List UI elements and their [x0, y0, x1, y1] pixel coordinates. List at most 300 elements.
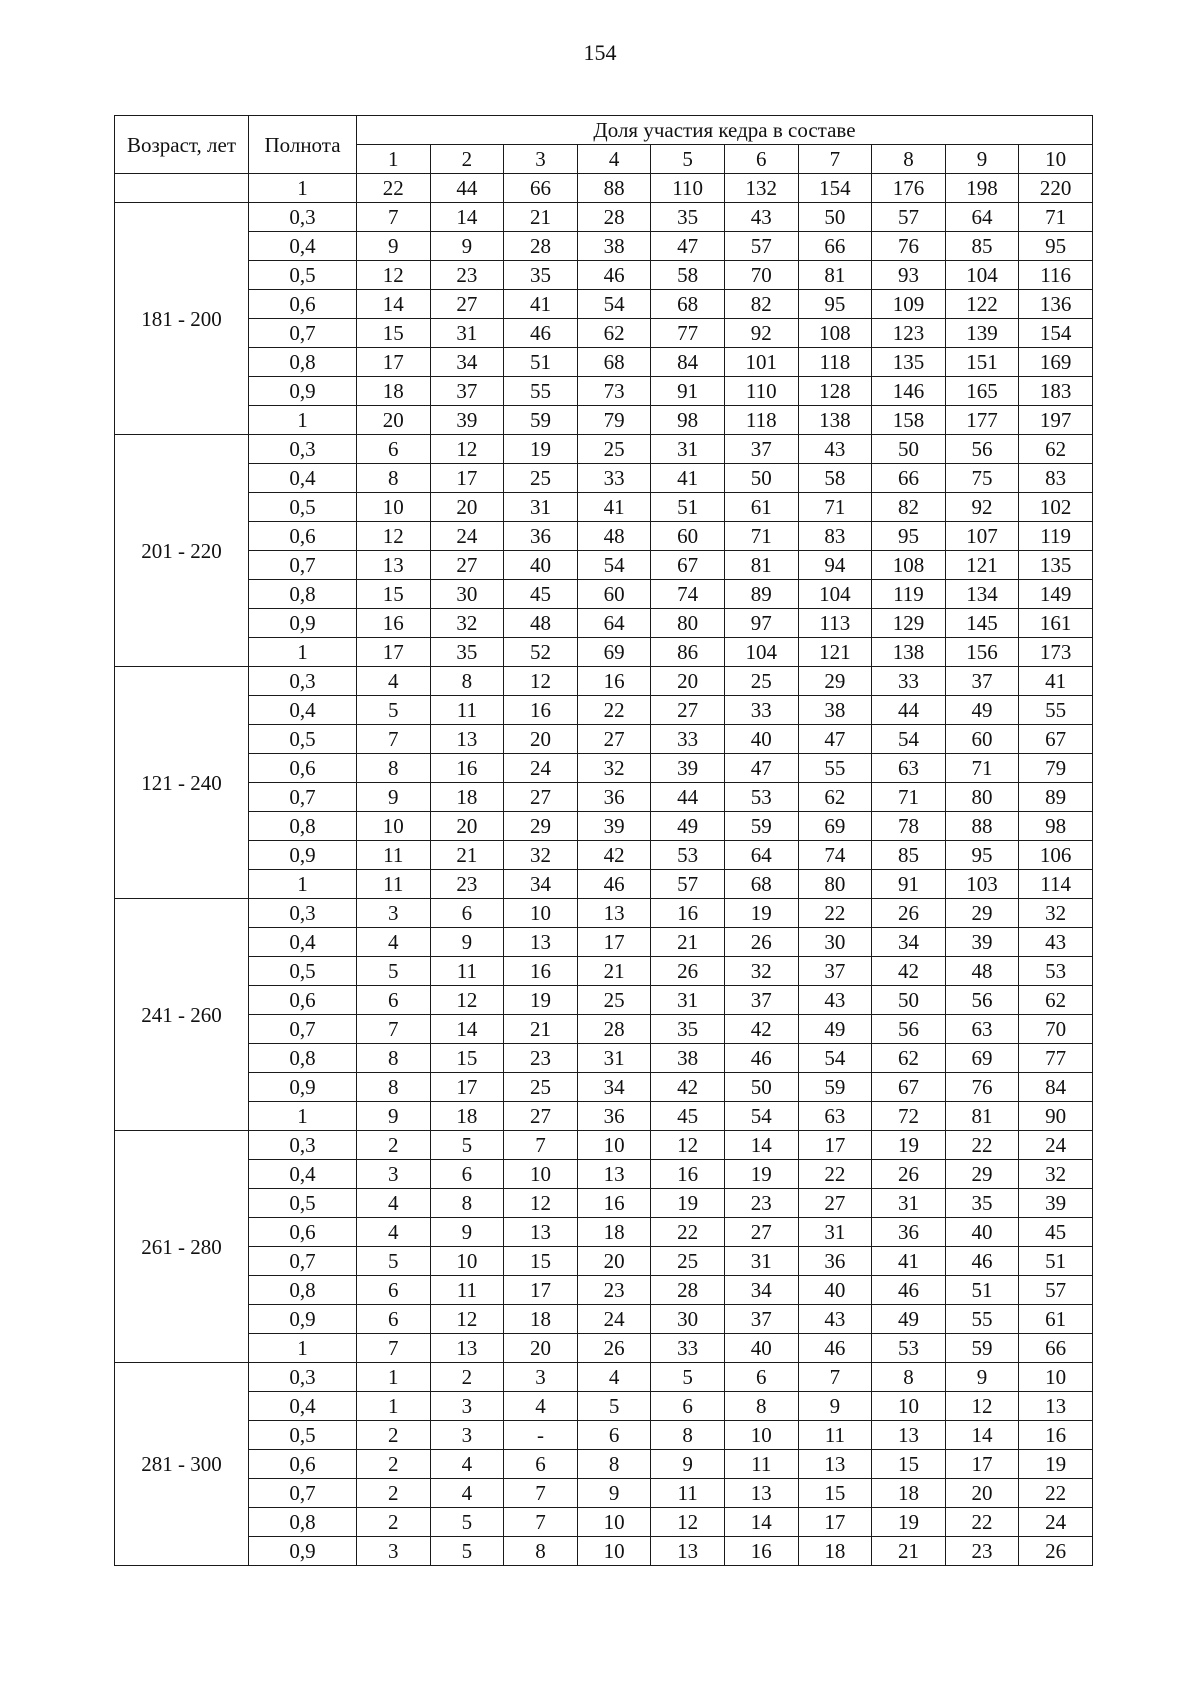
value-cell: 45 — [651, 1102, 725, 1131]
value-cell: 80 — [798, 870, 872, 899]
value-cell: 28 — [577, 1015, 651, 1044]
value-cell: 25 — [651, 1247, 725, 1276]
value-cell: 36 — [577, 1102, 651, 1131]
value-cell: 8 — [724, 1392, 798, 1421]
value-cell: 43 — [798, 435, 872, 464]
value-cell: 67 — [651, 551, 725, 580]
value-cell: 40 — [798, 1276, 872, 1305]
value-cell: 84 — [1019, 1073, 1093, 1102]
value-cell: 4 — [357, 1218, 431, 1247]
value-cell: 22 — [357, 174, 431, 203]
value-cell: 78 — [872, 812, 946, 841]
value-cell: 16 — [651, 899, 725, 928]
share-group-header: Доля участия кедра в составе — [357, 116, 1093, 145]
density-cell: 0,6 — [249, 1450, 357, 1479]
value-cell: 20 — [504, 725, 578, 754]
value-cell: 30 — [651, 1305, 725, 1334]
density-cell: 0,5 — [249, 493, 357, 522]
value-cell: 93 — [872, 261, 946, 290]
value-cell: 6 — [357, 1276, 431, 1305]
value-cell: 15 — [430, 1044, 504, 1073]
table-row — [115, 580, 1093, 609]
density-cell: 0,4 — [249, 464, 357, 493]
value-cell: 34 — [430, 348, 504, 377]
value-cell: 73 — [577, 377, 651, 406]
value-cell: 9 — [430, 232, 504, 261]
density-cell: 0,5 — [249, 1189, 357, 1218]
value-cell: 25 — [724, 667, 798, 696]
value-cell: 8 — [357, 464, 431, 493]
value-cell: 19 — [504, 435, 578, 464]
value-cell: 54 — [798, 1044, 872, 1073]
value-cell: 98 — [1019, 812, 1093, 841]
value-cell: 59 — [945, 1334, 1019, 1363]
value-cell: 97 — [724, 609, 798, 638]
density-cell: 0,4 — [249, 928, 357, 957]
value-cell: 50 — [724, 1073, 798, 1102]
value-cell: 145 — [945, 609, 1019, 638]
value-cell: 66 — [504, 174, 578, 203]
value-cell: 52 — [504, 638, 578, 667]
value-cell: 107 — [945, 522, 1019, 551]
value-cell: 69 — [945, 1044, 1019, 1073]
density-cell: 0,6 — [249, 522, 357, 551]
value-cell: 69 — [798, 812, 872, 841]
value-cell: 44 — [651, 783, 725, 812]
density-cell: 0,3 — [249, 1363, 357, 1392]
density-cell: 0,4 — [249, 696, 357, 725]
value-cell: 134 — [945, 580, 1019, 609]
value-cell: 11 — [357, 841, 431, 870]
value-cell: 88 — [945, 812, 1019, 841]
value-cell: 56 — [872, 1015, 946, 1044]
table-row — [115, 1537, 1093, 1566]
value-cell: 7 — [504, 1131, 578, 1160]
value-cell: 91 — [872, 870, 946, 899]
value-cell: 16 — [430, 754, 504, 783]
table-row — [115, 696, 1093, 725]
value-cell: 22 — [1019, 1479, 1093, 1508]
value-cell: 62 — [798, 783, 872, 812]
density-cell: 0,3 — [249, 203, 357, 232]
value-cell: 41 — [651, 464, 725, 493]
value-cell: 51 — [945, 1276, 1019, 1305]
value-cell: 42 — [724, 1015, 798, 1044]
table-row — [115, 464, 1093, 493]
value-cell: 158 — [872, 406, 946, 435]
density-cell: 0,9 — [249, 1305, 357, 1334]
value-cell: 9 — [798, 1392, 872, 1421]
value-cell: 47 — [651, 232, 725, 261]
value-cell: 60 — [945, 725, 1019, 754]
value-cell: 43 — [798, 986, 872, 1015]
value-cell: 27 — [724, 1218, 798, 1247]
value-cell: 106 — [1019, 841, 1093, 870]
value-cell: 4 — [357, 1189, 431, 1218]
value-cell: 7 — [357, 203, 431, 232]
value-cell: 55 — [504, 377, 578, 406]
density-cell: 0,7 — [249, 1479, 357, 1508]
value-cell: 90 — [1019, 1102, 1093, 1131]
value-cell: 31 — [430, 319, 504, 348]
value-cell: 35 — [651, 203, 725, 232]
value-cell: 57 — [872, 203, 946, 232]
value-cell: 85 — [872, 841, 946, 870]
value-cell: 55 — [1019, 696, 1093, 725]
value-cell: 18 — [577, 1218, 651, 1247]
value-cell: 37 — [724, 986, 798, 1015]
value-cell: 46 — [872, 1276, 946, 1305]
value-cell: 50 — [872, 435, 946, 464]
value-cell: 23 — [577, 1276, 651, 1305]
value-cell: 23 — [724, 1189, 798, 1218]
value-cell: 64 — [577, 609, 651, 638]
density-cell: 0,5 — [249, 725, 357, 754]
value-cell: 56 — [945, 986, 1019, 1015]
value-cell: 15 — [357, 319, 431, 348]
density-cell: 0,6 — [249, 754, 357, 783]
value-cell: 13 — [798, 1450, 872, 1479]
value-cell: 4 — [430, 1479, 504, 1508]
value-cell: 6 — [430, 899, 504, 928]
value-cell: 45 — [1019, 1218, 1093, 1247]
value-cell: 154 — [1019, 319, 1093, 348]
value-cell: 12 — [357, 522, 431, 551]
value-cell: 17 — [798, 1131, 872, 1160]
value-cell: 21 — [651, 928, 725, 957]
value-cell: 64 — [724, 841, 798, 870]
density-cell: 0,8 — [249, 580, 357, 609]
value-cell: 11 — [798, 1421, 872, 1450]
value-cell: 12 — [945, 1392, 1019, 1421]
value-cell: 12 — [651, 1131, 725, 1160]
value-cell: 20 — [430, 812, 504, 841]
density-cell: 0,9 — [249, 377, 357, 406]
value-cell: 10 — [430, 1247, 504, 1276]
table-row — [115, 1160, 1093, 1189]
table-row — [115, 290, 1093, 319]
table-row — [115, 435, 1093, 464]
value-cell: 31 — [504, 493, 578, 522]
value-cell: 62 — [1019, 435, 1093, 464]
value-cell: 28 — [504, 232, 578, 261]
value-cell: 37 — [724, 1305, 798, 1334]
value-cell: 28 — [577, 203, 651, 232]
age-range-cell: 281 - 300 — [115, 1363, 249, 1566]
cedar-share-table — [114, 115, 1093, 1566]
value-cell: 2 — [357, 1479, 431, 1508]
value-cell: 151 — [945, 348, 1019, 377]
value-cell: 24 — [430, 522, 504, 551]
value-cell: 22 — [798, 1160, 872, 1189]
value-cell: 16 — [504, 957, 578, 986]
density-cell: 0,6 — [249, 1218, 357, 1247]
value-cell: 51 — [651, 493, 725, 522]
value-cell: 7 — [357, 1334, 431, 1363]
value-cell: 22 — [945, 1131, 1019, 1160]
density-cell: 0,7 — [249, 1015, 357, 1044]
value-cell: 26 — [577, 1334, 651, 1363]
density-cell: 0,6 — [249, 986, 357, 1015]
density-cell: 1 — [249, 1102, 357, 1131]
value-cell: 11 — [430, 1276, 504, 1305]
table-row — [115, 1334, 1093, 1363]
value-cell: 13 — [872, 1421, 946, 1450]
value-cell: 68 — [651, 290, 725, 319]
share-column-header: 4 — [577, 145, 651, 174]
value-cell: 22 — [577, 696, 651, 725]
value-cell: 135 — [872, 348, 946, 377]
value-cell: 9 — [430, 1218, 504, 1247]
value-cell: 71 — [872, 783, 946, 812]
value-cell: 139 — [945, 319, 1019, 348]
value-cell: 83 — [798, 522, 872, 551]
value-cell: 4 — [577, 1363, 651, 1392]
value-cell: 10 — [504, 1160, 578, 1189]
value-cell: 6 — [504, 1450, 578, 1479]
value-cell: 27 — [504, 783, 578, 812]
value-cell: 72 — [872, 1102, 946, 1131]
value-cell: 32 — [430, 609, 504, 638]
value-cell: 12 — [357, 261, 431, 290]
value-cell: 92 — [945, 493, 1019, 522]
table-row — [115, 406, 1093, 435]
value-cell: 34 — [577, 1073, 651, 1102]
value-cell: 13 — [504, 928, 578, 957]
value-cell: 13 — [1019, 1392, 1093, 1421]
density-cell: 0,4 — [249, 1392, 357, 1421]
value-cell: 51 — [504, 348, 578, 377]
value-cell: 122 — [945, 290, 1019, 319]
table-row — [115, 1363, 1093, 1392]
value-cell: 66 — [1019, 1334, 1093, 1363]
value-cell: 19 — [1019, 1450, 1093, 1479]
value-cell: 95 — [872, 522, 946, 551]
table-row — [115, 1247, 1093, 1276]
value-cell: 66 — [798, 232, 872, 261]
value-cell: 101 — [724, 348, 798, 377]
value-cell: 10 — [872, 1392, 946, 1421]
value-cell: 32 — [504, 841, 578, 870]
value-cell: 104 — [724, 638, 798, 667]
value-cell: 13 — [651, 1537, 725, 1566]
value-cell: 53 — [1019, 957, 1093, 986]
value-cell: 5 — [357, 1247, 431, 1276]
value-cell: 7 — [504, 1479, 578, 1508]
value-cell: 95 — [945, 841, 1019, 870]
value-cell: 30 — [430, 580, 504, 609]
value-cell: 50 — [798, 203, 872, 232]
value-cell: 56 — [945, 435, 1019, 464]
value-cell: 4 — [504, 1392, 578, 1421]
value-cell: 20 — [357, 406, 431, 435]
value-cell: 21 — [430, 841, 504, 870]
value-cell: 32 — [577, 754, 651, 783]
value-cell: 5 — [430, 1537, 504, 1566]
value-cell: 220 — [1019, 174, 1093, 203]
value-cell: 50 — [724, 464, 798, 493]
value-cell: 71 — [798, 493, 872, 522]
value-cell: 16 — [577, 1189, 651, 1218]
value-cell: 103 — [945, 870, 1019, 899]
value-cell: 31 — [724, 1247, 798, 1276]
value-cell: 32 — [1019, 899, 1093, 928]
table-row — [115, 986, 1093, 1015]
age-range-cell: 241 - 260 — [115, 899, 249, 1131]
value-cell: 121 — [945, 551, 1019, 580]
value-cell: 31 — [651, 986, 725, 1015]
value-cell: 46 — [504, 319, 578, 348]
value-cell: 12 — [504, 667, 578, 696]
value-cell: 19 — [724, 899, 798, 928]
value-cell: 70 — [724, 261, 798, 290]
value-cell: 6 — [357, 986, 431, 1015]
value-cell: 79 — [1019, 754, 1093, 783]
table-header — [115, 116, 1093, 174]
value-cell: 197 — [1019, 406, 1093, 435]
value-cell: 27 — [577, 725, 651, 754]
value-cell: 34 — [724, 1276, 798, 1305]
value-cell: 5 — [357, 957, 431, 986]
value-cell: 5 — [430, 1131, 504, 1160]
value-cell: 19 — [504, 986, 578, 1015]
value-cell: 113 — [798, 609, 872, 638]
value-cell: 51 — [1019, 1247, 1093, 1276]
value-cell: 2 — [430, 1363, 504, 1392]
value-cell: 136 — [1019, 290, 1093, 319]
value-cell: 12 — [504, 1189, 578, 1218]
value-cell: 4 — [357, 667, 431, 696]
table-body — [115, 174, 1093, 1566]
table-row — [115, 1102, 1093, 1131]
value-cell: 12 — [430, 435, 504, 464]
table-row — [115, 232, 1093, 261]
value-cell: 13 — [577, 899, 651, 928]
value-cell: 35 — [651, 1015, 725, 1044]
table-row — [115, 1508, 1093, 1537]
table-row — [115, 377, 1093, 406]
value-cell: 40 — [945, 1218, 1019, 1247]
value-cell: 23 — [504, 1044, 578, 1073]
value-cell: 68 — [577, 348, 651, 377]
value-cell: 3 — [430, 1421, 504, 1450]
value-cell: 146 — [872, 377, 946, 406]
value-cell: 8 — [357, 1073, 431, 1102]
value-cell: 25 — [504, 464, 578, 493]
value-cell: 24 — [1019, 1508, 1093, 1537]
value-cell: 46 — [577, 870, 651, 899]
value-cell: 17 — [357, 638, 431, 667]
value-cell: 7 — [357, 1015, 431, 1044]
value-cell: 8 — [430, 1189, 504, 1218]
value-cell: 62 — [1019, 986, 1093, 1015]
value-cell: 8 — [504, 1537, 578, 1566]
table-row — [115, 1421, 1093, 1450]
value-cell: 36 — [504, 522, 578, 551]
value-cell: 21 — [577, 957, 651, 986]
value-cell: 9 — [945, 1363, 1019, 1392]
value-cell: 161 — [1019, 609, 1093, 638]
table-row — [115, 667, 1093, 696]
value-cell: 26 — [872, 1160, 946, 1189]
value-cell: 44 — [430, 174, 504, 203]
value-cell: 15 — [872, 1450, 946, 1479]
value-cell: 26 — [872, 899, 946, 928]
value-cell: 43 — [798, 1305, 872, 1334]
value-cell: 3 — [430, 1392, 504, 1421]
value-cell: 36 — [798, 1247, 872, 1276]
value-cell: 35 — [430, 638, 504, 667]
value-cell: 77 — [1019, 1044, 1093, 1073]
value-cell: 138 — [798, 406, 872, 435]
value-cell: 54 — [577, 551, 651, 580]
value-cell: 47 — [724, 754, 798, 783]
value-cell: 91 — [651, 377, 725, 406]
density-cell: 0,5 — [249, 261, 357, 290]
value-cell: 39 — [651, 754, 725, 783]
value-cell: 71 — [724, 522, 798, 551]
value-cell: 14 — [945, 1421, 1019, 1450]
value-cell: 156 — [945, 638, 1019, 667]
value-cell: 5 — [577, 1392, 651, 1421]
value-cell: 24 — [577, 1305, 651, 1334]
value-cell: 49 — [945, 696, 1019, 725]
value-cell: 3 — [504, 1363, 578, 1392]
value-cell: 13 — [577, 1160, 651, 1189]
value-cell: 118 — [724, 406, 798, 435]
value-cell: 37 — [798, 957, 872, 986]
value-cell: 6 — [430, 1160, 504, 1189]
value-cell: 26 — [1019, 1537, 1093, 1566]
value-cell: 38 — [651, 1044, 725, 1073]
value-cell: 29 — [798, 667, 872, 696]
value-cell: 104 — [798, 580, 872, 609]
value-cell: 53 — [724, 783, 798, 812]
value-cell: 20 — [651, 667, 725, 696]
value-cell: 29 — [945, 1160, 1019, 1189]
value-cell: 89 — [724, 580, 798, 609]
value-cell: 31 — [577, 1044, 651, 1073]
share-column-header: 6 — [724, 145, 798, 174]
value-cell: 40 — [724, 725, 798, 754]
value-cell: 4 — [357, 928, 431, 957]
value-cell: 5 — [651, 1363, 725, 1392]
value-cell: 37 — [430, 377, 504, 406]
table-row — [115, 1073, 1093, 1102]
value-cell: 82 — [724, 290, 798, 319]
value-cell: 21 — [504, 203, 578, 232]
density-cell: 0,7 — [249, 783, 357, 812]
value-cell: 42 — [577, 841, 651, 870]
value-cell: 88 — [577, 174, 651, 203]
table-row — [115, 203, 1093, 232]
value-cell: 53 — [651, 841, 725, 870]
value-cell: 116 — [1019, 261, 1093, 290]
table-row — [115, 754, 1093, 783]
table-row — [115, 725, 1093, 754]
density-cell: 0,9 — [249, 1073, 357, 1102]
value-cell: 54 — [872, 725, 946, 754]
density-cell: 0,8 — [249, 1276, 357, 1305]
value-cell: 20 — [430, 493, 504, 522]
value-cell: 57 — [651, 870, 725, 899]
value-cell: 14 — [430, 1015, 504, 1044]
value-cell: 31 — [651, 435, 725, 464]
table-row — [115, 261, 1093, 290]
value-cell: 67 — [1019, 725, 1093, 754]
table-row — [115, 1450, 1093, 1479]
age-range-cell: 201 - 220 — [115, 435, 249, 667]
